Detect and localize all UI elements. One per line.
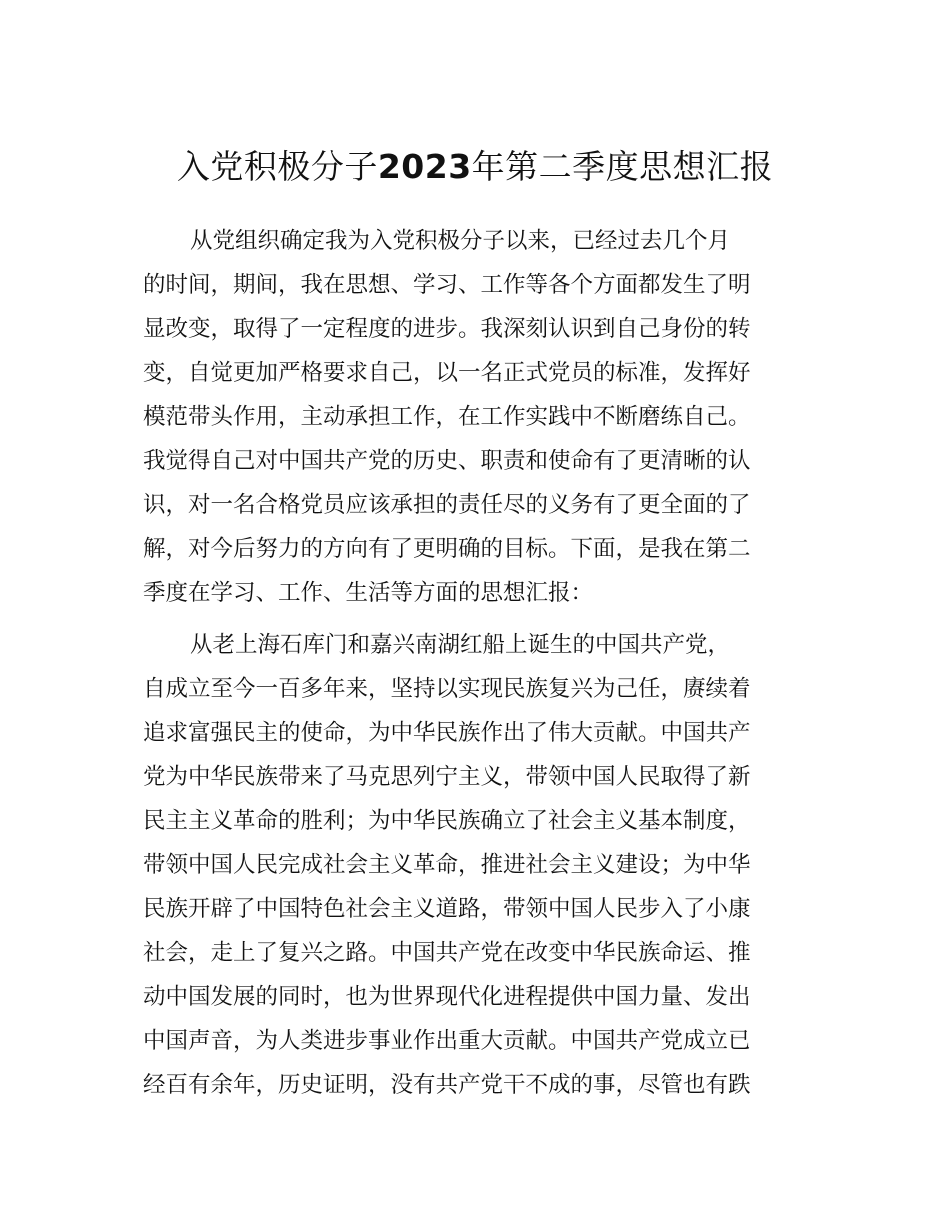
paragraph-line: 经百有余年，历史证明，没有共产党干不成的事，尽管也有跌: [143, 1072, 751, 1098]
paragraph-line: 识，对一名合格党员应该承担的责任尽的义务有了更全面的了: [143, 492, 751, 518]
title-part1: 入党积极分子: [176, 147, 378, 186]
paragraph-line: 自成立至今一百多年来，坚持以实现民族复兴为己任，赓续着: [143, 676, 751, 702]
paragraph-line: 追求富强民主的使命，为中华民族作出了伟大贡献。中国共产: [143, 720, 751, 746]
paragraph-line: 民族开辟了中国特色社会主义道路，带领中国人民步入了小康: [143, 896, 751, 922]
paragraph-line: 从党组织确定我为入党积极分子以来，已经过去几个月: [190, 228, 731, 254]
paragraph-line: 带领中国人民完成社会主义革命，推进社会主义建设；为中华: [143, 852, 751, 878]
paragraph-line: 从老上海石库门和嘉兴南湖红船上诞生的中国共产党，: [190, 632, 731, 658]
paragraph-1: [143, 219, 815, 615]
paragraph-line: 社会，走上了复兴之路。中国共产党在改变中华民族命运、推: [143, 940, 751, 966]
paragraph-line: 党为中华民族带来了马克思列宁主义，带领中国人民取得了新: [143, 764, 751, 790]
title-part2: 年第二季度思想汇报: [471, 147, 774, 186]
paragraph-line: 模范带头作用，主动承担工作，在工作实践中不断磨练自己。: [143, 404, 751, 430]
paragraph-line: 解，对今后努力的方向有了更明确的目标。下面，是我在第二: [143, 536, 751, 562]
document-title: [0, 140, 950, 194]
paragraph-2: [143, 623, 815, 1107]
paragraph-line: 民主主义革命的胜利；为中华民族确立了社会主义基本制度，: [143, 808, 751, 834]
paragraph-line: 我觉得自己对中国共产党的历史、职责和使命有了更清晰的认: [143, 448, 751, 474]
paragraph-line: 的时间，期间，我在思想、学习、工作等各个方面都发生了明: [143, 272, 751, 298]
paragraph-line: 季度在学习、工作、生活等方面的思想汇报：: [143, 580, 594, 606]
paragraph-line: 中国声音，为人类进步事业作出重大贡献。中国共产党成立已: [143, 1028, 751, 1054]
paragraph-line: 变，自觉更加严格要求自己，以一名正式党员的标准，发挥好: [143, 360, 751, 386]
paragraph-line: 显改变，取得了一定程度的进步。我深刻认识到自己身份的转: [143, 316, 751, 342]
paragraph-line: 动中国发展的同时，也为世界现代化进程提供中国力量、发出: [143, 984, 751, 1010]
title-year: 2023: [377, 147, 472, 186]
